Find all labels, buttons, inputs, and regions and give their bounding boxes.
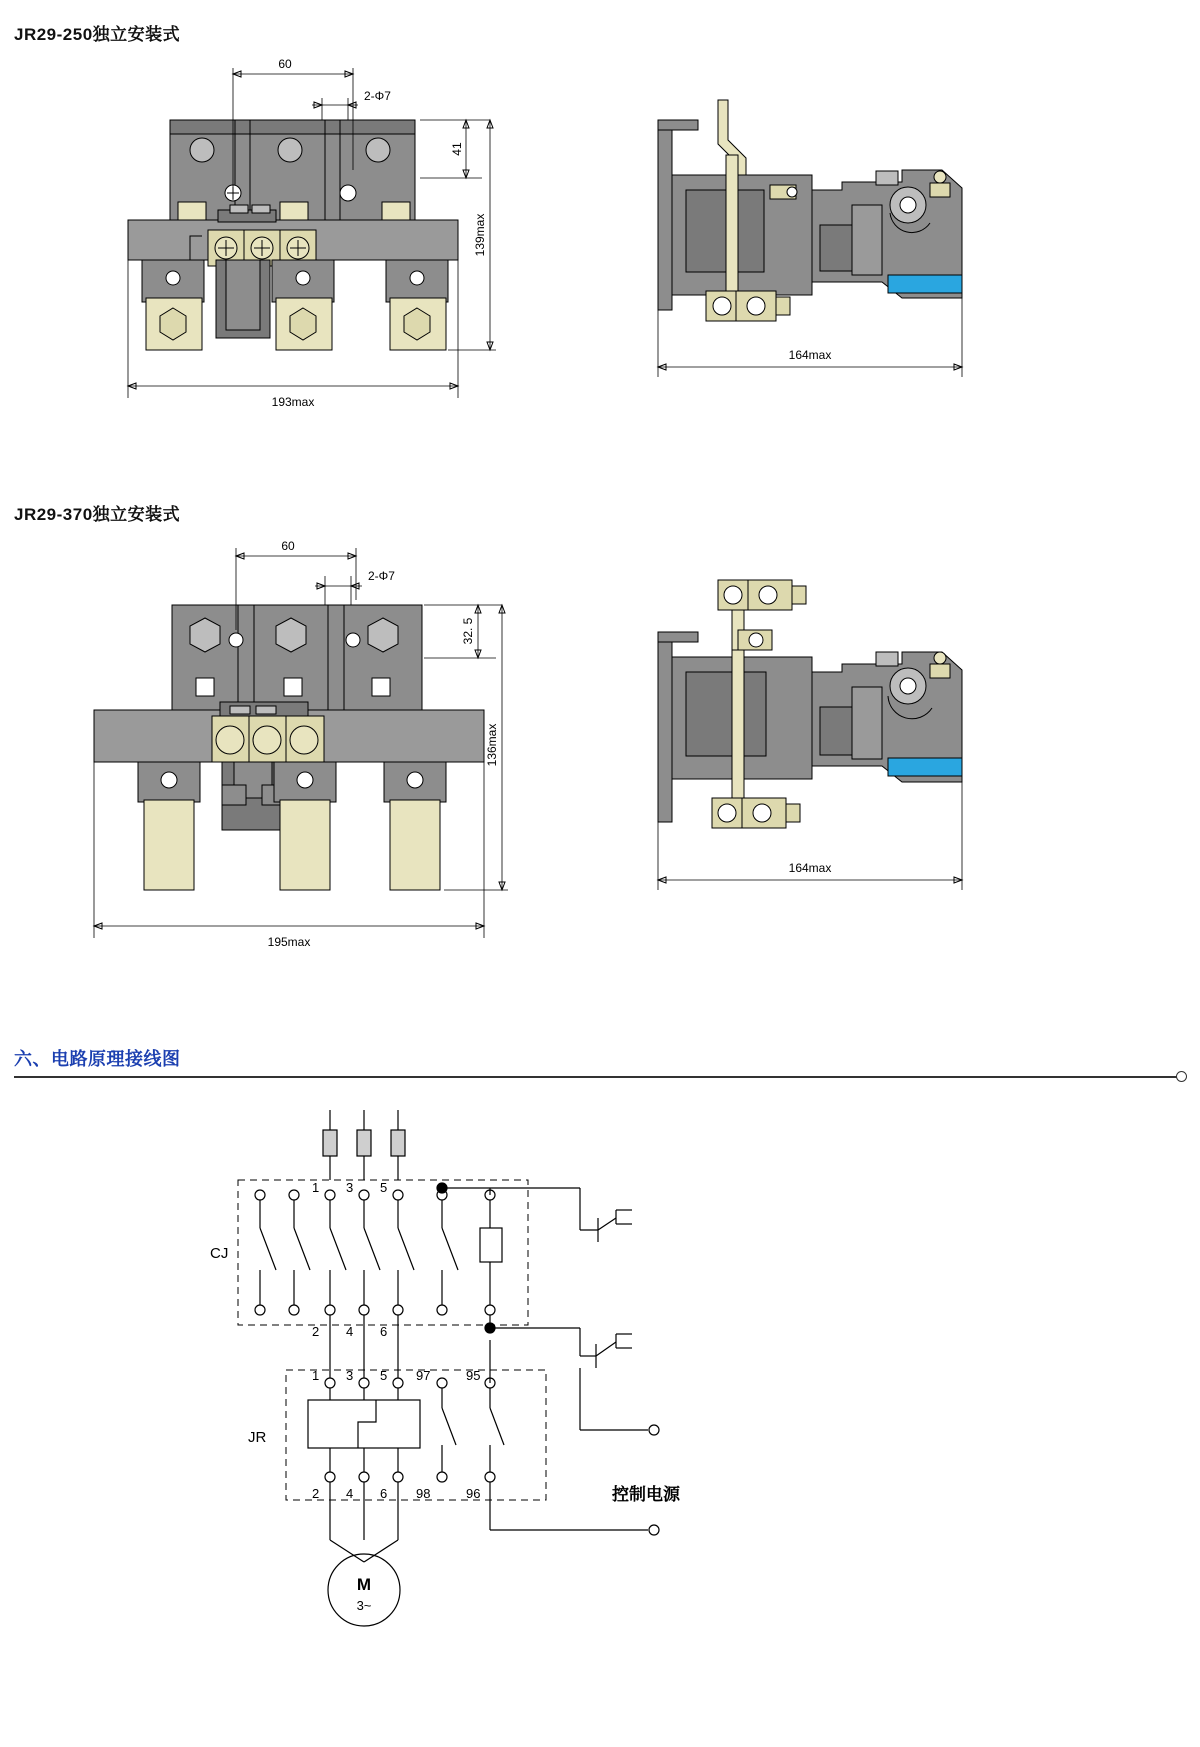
section-title-jr29-370: JR29-370独立安装式 bbox=[14, 505, 181, 524]
aux-terminal-97: 97 bbox=[416, 1368, 431, 1383]
terminal-label-6-bottom: 6 bbox=[380, 1324, 388, 1339]
contactor-label: CJ bbox=[210, 1245, 229, 1262]
jr29-250-side-view bbox=[640, 95, 1000, 435]
aux-terminal-98: 98 bbox=[416, 1486, 431, 1501]
aux-terminal-95: 95 bbox=[466, 1368, 481, 1383]
dim-height-total-250: 139max bbox=[473, 213, 487, 257]
junction-node-bottom bbox=[485, 1323, 495, 1333]
terminal-label-5-top: 5 bbox=[380, 1180, 388, 1195]
dim-hole-spacing-370: 60 bbox=[281, 539, 295, 553]
dim-depth-250: 164max bbox=[788, 348, 832, 362]
relay-label: JR bbox=[248, 1429, 267, 1446]
section-divider-end-dot bbox=[1176, 1071, 1187, 1082]
terminal-label-3-top: 3 bbox=[346, 1180, 354, 1195]
relay-terminal-2: 2 bbox=[312, 1486, 320, 1501]
section-divider bbox=[14, 1076, 1180, 1078]
dim-depth-370: 164max bbox=[788, 861, 832, 875]
dim-height-top-370: 32. 5 bbox=[461, 617, 475, 645]
dim-height-total-370: 136max bbox=[485, 723, 499, 767]
terminal-label-2-bottom: 2 bbox=[312, 1324, 320, 1339]
control-power-label: 控制电源 bbox=[612, 1485, 680, 1504]
dim-width-total-250: 193max bbox=[271, 395, 315, 409]
relay-terminal-4: 4 bbox=[346, 1486, 354, 1501]
dim-hole-spec-250: 2-Φ7 bbox=[364, 89, 391, 103]
relay-terminal-5: 5 bbox=[380, 1368, 388, 1383]
terminal-label-1-top: 1 bbox=[312, 1180, 320, 1195]
section-title-circuit: 六、电路原理接线图 bbox=[14, 1049, 181, 1069]
aux-terminal-96: 96 bbox=[466, 1486, 481, 1501]
junction-node-top bbox=[437, 1183, 447, 1193]
dim-height-top-250: 41 bbox=[450, 142, 464, 156]
dim-hole-spacing-250: 60 bbox=[278, 57, 292, 71]
control-power-terminal-top bbox=[649, 1425, 659, 1435]
dim-width-total-370: 195max bbox=[267, 935, 311, 949]
section-title-jr29-250: JR29-250独立安装式 bbox=[14, 25, 181, 44]
jr29-370-front-view bbox=[72, 530, 542, 950]
relay-terminal-3: 3 bbox=[346, 1368, 354, 1383]
motor-label: M bbox=[356, 1575, 372, 1594]
motor-phase-label: 3~ bbox=[356, 1598, 372, 1613]
relay-terminal-6: 6 bbox=[380, 1486, 388, 1501]
circuit-diagram bbox=[180, 1100, 820, 1720]
control-power-terminal-bottom bbox=[649, 1525, 659, 1535]
jr29-250-front-view bbox=[90, 50, 540, 450]
dim-hole-spec-370: 2-Φ7 bbox=[368, 569, 395, 583]
terminal-label-4-bottom: 4 bbox=[346, 1324, 354, 1339]
relay-terminal-1: 1 bbox=[312, 1368, 320, 1383]
jr29-370-side-view bbox=[640, 572, 1000, 932]
